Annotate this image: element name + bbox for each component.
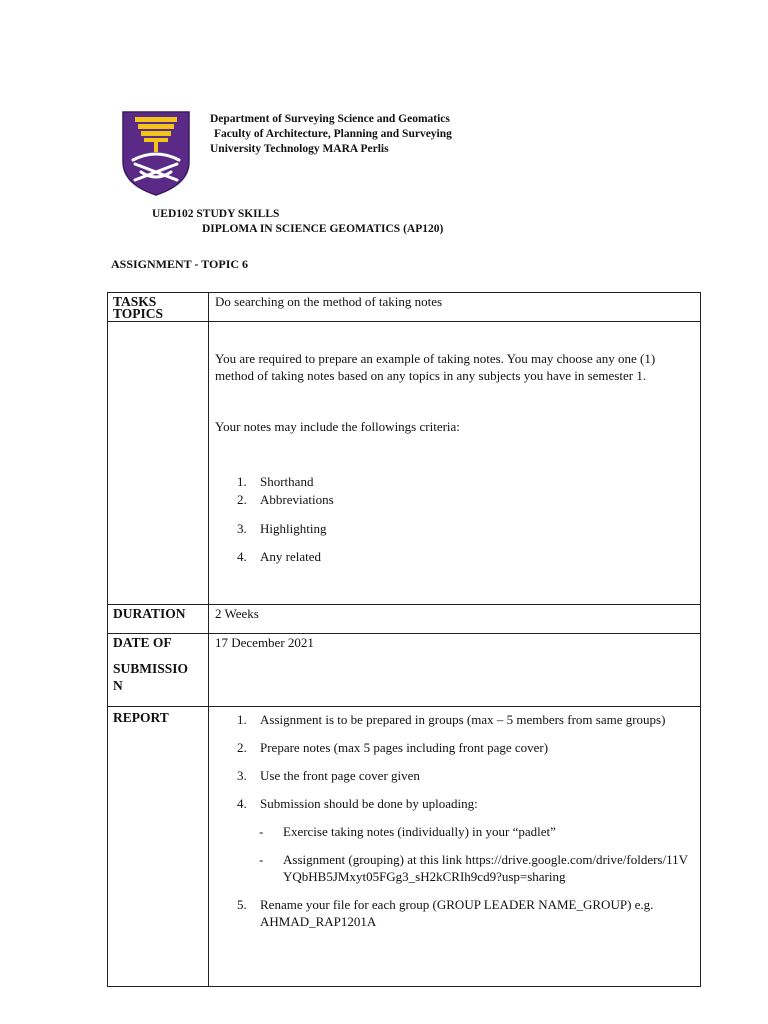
university-line: University Technology MARA Perlis [210, 143, 389, 155]
programme-title: DIPLOMA IN SCIENCE GEOMATICS (AP120) [202, 223, 444, 235]
list-item: 1. Shorthand [237, 474, 314, 489]
assignment-table [107, 292, 701, 987]
topics-row [108, 322, 701, 605]
date-label: DATE OF SUBMISSIO N [108, 634, 209, 707]
list-item: 2. Prepare notes (max 5 pages including front page cover) [237, 740, 549, 755]
report-subitem: - Exercise taking notes (individually) in your “padlet” [259, 824, 556, 839]
topics-label: TOPICS [108, 322, 209, 605]
assignment-title: ASSIGNMENT - TOPIC 6 [111, 257, 249, 271]
department-heading [210, 112, 452, 157]
faculty-line: Faculty of Architecture, Planning and Surveying [214, 128, 452, 140]
list-item: 5. Rename your file for each group (GROUP LEADER NAME_GROUP) e.g. AHMAD_RAP1201A [237, 897, 654, 929]
report-row [108, 707, 701, 987]
date-value: 17 December 2021 [209, 634, 701, 707]
topics-list [215, 473, 700, 566]
list-item: 1. Assignment is to be prepared in groups (max – 5 members from same groups) [237, 712, 666, 727]
uitm-crest-icon [121, 110, 191, 197]
list-item: 3. Highlighting [237, 521, 327, 536]
list-item: 3. Use the front page cover given [237, 768, 420, 783]
report-list [215, 711, 700, 812]
report-subitem-link[interactable]: - Assignment (grouping) at this link https://drive.google.com/drive/folders/11VYQbHB5JMxyt05FGg3_sH2kCRIh9cd9?usp=sharing [259, 852, 688, 884]
date-row [108, 634, 701, 707]
course-code: UED102 STUDY SKILLS [152, 208, 280, 220]
topics-intro: You are required to prepare an example of taking notes. You may choose any one (1) method of taking notes based on any topics in any subjects you have in semester 1. [215, 351, 656, 383]
list-item: 2. Abbreviations [237, 492, 334, 507]
report-value [209, 707, 701, 987]
department-line: Department of Surveying Science and Geomatics [210, 113, 450, 125]
report-label: REPORT [108, 707, 209, 987]
topics-criteria: Your notes may include the followings criteria: [215, 419, 460, 434]
list-item: 4. Submission should be done by uploading: [237, 796, 478, 811]
duration-label: DURATION [108, 605, 209, 634]
list-item: 4. Any related [237, 549, 322, 564]
topics-value [209, 322, 701, 605]
tasks-label: TASKS [108, 293, 209, 322]
report-list-cont [215, 896, 700, 930]
duration-value: 2 Weeks [209, 605, 701, 634]
duration-row [108, 605, 701, 634]
tasks-value: Do searching on the method of taking notes [209, 293, 701, 322]
